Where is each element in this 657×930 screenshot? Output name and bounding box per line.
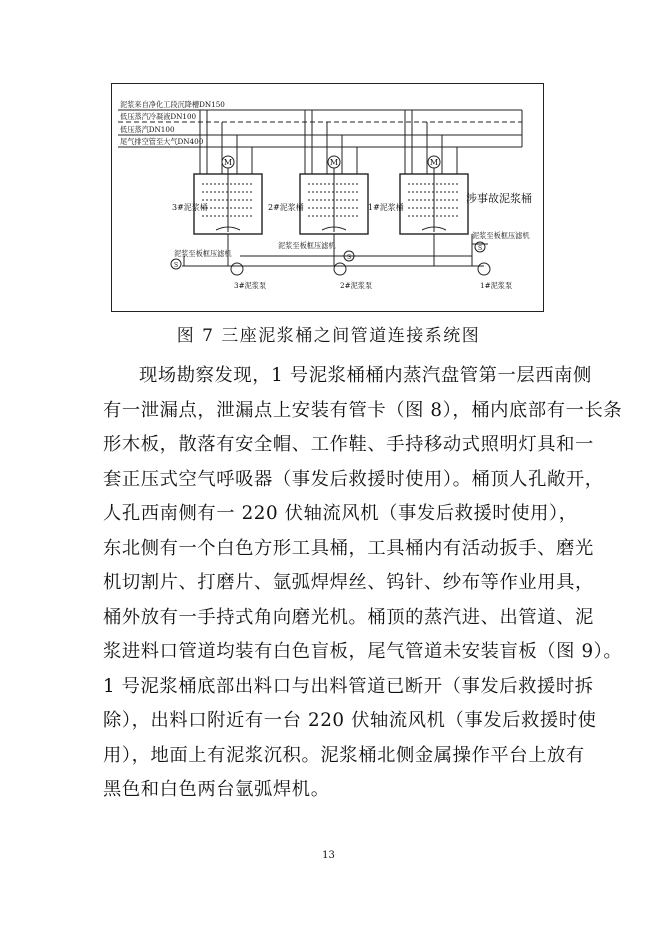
tank-1: [368, 156, 468, 234]
paragraph-line: 黑色和白色两台氩弧焊机。: [103, 779, 330, 800]
tank-2-label: 2#泥浆桶: [268, 203, 304, 212]
pump-1: [475, 242, 490, 275]
pipe-label-slurry: 泥浆来自净化工段沉降槽DN150: [120, 100, 225, 109]
accident-tank-label: 涉事故泥浆桶: [466, 192, 532, 205]
filter-label-right: 泥浆至板框压滤机: [472, 231, 530, 240]
motor-symbol-1: M: [429, 158, 439, 167]
filter-label-middle: 泥浆至板框压滤机: [278, 241, 336, 250]
pipe-label-steam: 低压蒸汽DN100: [120, 125, 175, 134]
paragraph-line: 浆进料口管道均装有白色盲板，尾气管道未安装盲板（图 9）。: [103, 641, 623, 662]
paragraph-line: 机切割片、打磨片、氩弧焊焊丝、钨针、纱布等作业用具，: [103, 572, 594, 593]
tank-1-label: 1#泥浆桶: [368, 203, 404, 212]
paragraph-line: 现场勘察发现，1 号泥浆桶桶内蒸汽盘管第一层西南侧: [139, 365, 592, 386]
paragraph-line: 有一泄漏点，泄漏点上安装有管卡（图 8），桶内底部有一长条: [103, 399, 623, 421]
filter-label-left: 泥浆至板框压滤机: [174, 249, 232, 258]
paragraph-line: 形木板，散落有安全帽、工作鞋、手持移动式照明灯具和一: [103, 434, 594, 455]
paragraph-line: 1 号泥浆桶底部出料口与出料管道已断开（事发后救援时拆: [103, 675, 594, 697]
pump-2: [334, 251, 354, 275]
paragraph-line: 除），出料口附近有一台 220 伏轴流风机（事发后救援时使: [103, 710, 597, 731]
paragraph-line: 桶外放有一手持式角向磨光机。桶顶的蒸汽进、出管道、泥: [103, 606, 594, 628]
pump-symbol-3: S: [173, 262, 179, 269]
paragraph-line: 用），地面上有泥浆沉积。泥浆桶北侧金属操作平台上放有: [103, 744, 585, 766]
system-diagram: [111, 83, 544, 312]
pump-symbol-1: S: [477, 245, 483, 252]
tank-2: [268, 156, 368, 234]
pipe-label-exhaust: 尾气排空管至大气DN400: [120, 137, 204, 146]
pump-label-1: 1#泥浆泵: [480, 281, 513, 290]
figure-caption: 图 7 三座泥浆桶之间管道连接系统图: [176, 326, 481, 346]
body-paragraph: [103, 359, 623, 808]
pump-symbol-2: S: [346, 254, 352, 261]
tank-3: [172, 156, 262, 234]
paragraph-line: 东北侧有一个白色方形工具桶，工具桶内有活动扳手、磨光: [103, 537, 594, 559]
pump-3: [171, 259, 243, 275]
pipe-label-condensate: 低压蒸汽冷凝液DN100: [120, 112, 197, 121]
motor-symbol-3: M: [223, 158, 233, 167]
paragraph-line: 套正压式空气呼吸器（事发后救援时使用）。桶顶人孔敞开，: [103, 468, 604, 490]
pump-label-2: 2#泥浆泵: [340, 281, 373, 290]
tank-3-label: 3#泥浆桶: [172, 203, 208, 212]
pump-label-3: 3#泥浆泵: [234, 281, 267, 290]
pipe-connection-diagram: [112, 84, 545, 313]
page-number: 13: [322, 850, 335, 861]
motor-symbol-2: M: [329, 158, 339, 167]
paragraph-line: 人孔西南侧有一 220 伏轴流风机（事发后救援时使用），: [103, 503, 578, 524]
